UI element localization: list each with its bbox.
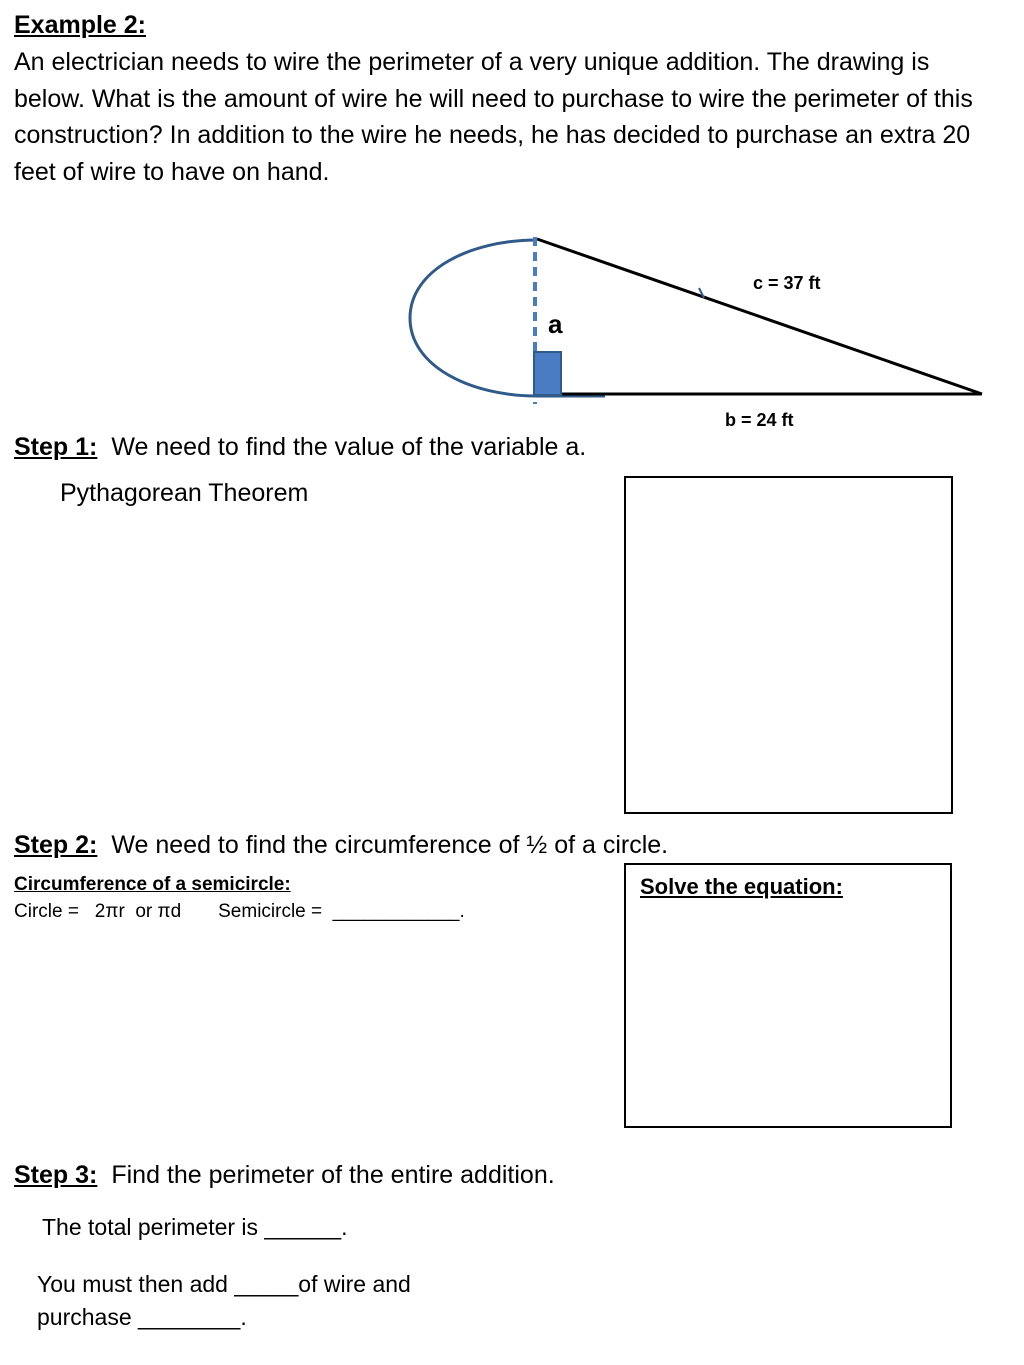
label-b: b = 24 ft — [725, 410, 794, 430]
step-2 — [14, 830, 668, 860]
semicircle-arc — [410, 240, 605, 396]
problem-statement: An electrician needs to wire the perimeter of a very unique addition. The drawing is below. What is the amount of wire he will need to purchase to wire the perimeter of this construction? In addition to the wire he needs, he has decided to purchase an extra 20 feet of wire to have on hand. — [14, 48, 973, 186]
add-wire-line: You must then add _____of wire and — [37, 1271, 411, 1297]
step-1-text: We need to find the value of the variable a. — [111, 433, 587, 461]
purchase-line: purchase ________. — [37, 1304, 247, 1330]
label-c: c = 37 ft — [753, 273, 821, 293]
step-3-text: Find the perimeter of the entire addition. — [111, 1161, 555, 1189]
step-3 — [14, 1160, 555, 1190]
example-title: Example 2: — [14, 11, 147, 39]
circumference-formula: Circle = 2πr or πd Semicircle = ____________. — [14, 901, 465, 922]
total-perimeter-line: The total perimeter is ______. — [42, 1214, 348, 1240]
step-2-label: Step 2: — [14, 831, 98, 859]
step-2-text: We need to find the circumference of ½ of a circle. — [111, 831, 669, 859]
right-angle-marker — [534, 352, 561, 395]
step-1 — [14, 432, 586, 462]
step-3-label: Step 3: — [14, 1161, 98, 1189]
figure-semicircle-triangle — [0, 0, 1024, 440]
step-1-label: Step 1: — [14, 433, 98, 461]
hypotenuse-c — [537, 239, 982, 394]
semicircle-heading: Circumference of a semicircle: — [14, 874, 291, 895]
step-1-work-box — [624, 476, 953, 814]
step-2-work-box — [624, 863, 952, 1128]
pythagorean-theorem-label: Pythagorean Theorem — [60, 479, 309, 507]
label-a: a — [548, 309, 563, 339]
solve-equation-label: Solve the equation: — [640, 874, 843, 899]
